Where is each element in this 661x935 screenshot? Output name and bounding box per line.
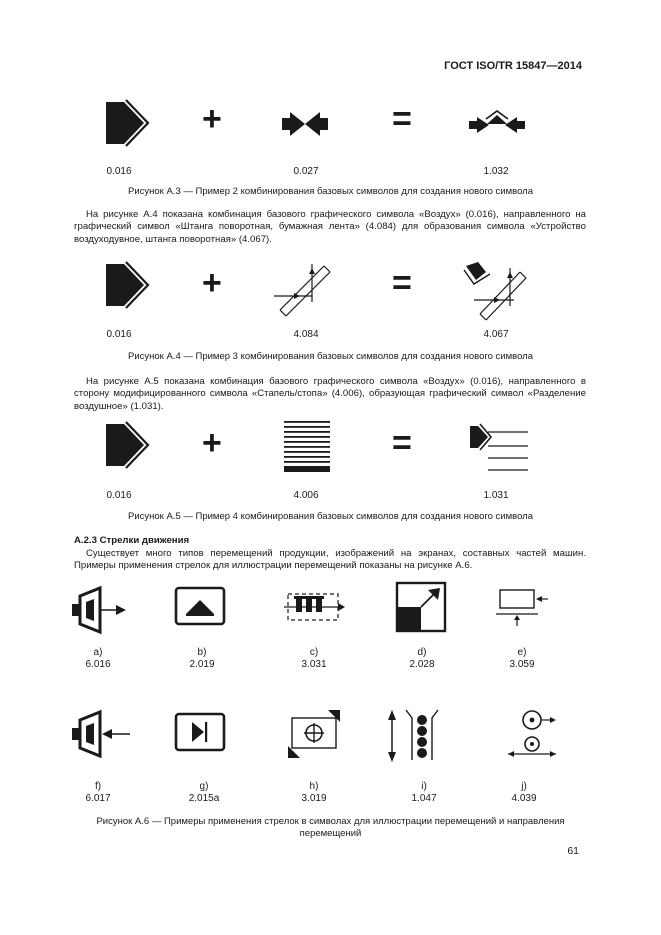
screen-up-arrow-icon [172, 584, 228, 630]
figure-caption: Рисунок А.6 — Примеры применения стрелок в символах для иллюстрации перемещений и направления [96, 816, 565, 827]
figure-item-letter: a) [93, 647, 103, 658]
vertical-feed-icon [382, 706, 446, 766]
figure-item-code: 6.016 [85, 659, 111, 670]
figure-item-letter: h) [309, 781, 319, 792]
pivot-bar-paper-web-icon [272, 258, 336, 320]
plus-sign: + [202, 100, 222, 138]
symbol-code: 0.027 [293, 166, 319, 177]
air-separation-icon [466, 418, 532, 474]
combined-symbol-icon [467, 110, 527, 138]
figure-item-code: 1.047 [411, 793, 437, 804]
figure-item-code: 2.019 [189, 659, 215, 670]
screen-right-arrow-icon [172, 710, 228, 756]
push-out-arrow-icon [70, 582, 130, 638]
figure-item-letter: f) [94, 781, 102, 792]
symbol-code: 0.016 [106, 490, 132, 501]
equals-sign: = [392, 424, 412, 462]
figure-item-code: 6.017 [85, 793, 111, 804]
paragraph [74, 376, 586, 413]
figure-item-code: 2.015a [188, 793, 220, 804]
figure-item-letter: d) [417, 647, 427, 658]
pull-in-arrow-icon [70, 706, 132, 762]
symbol-code: 0.016 [106, 166, 132, 177]
figure-item-letter: j) [521, 781, 527, 792]
figure-item-letter: b) [197, 647, 207, 658]
figure-item-code: 3.019 [301, 793, 327, 804]
symbol-code: 4.067 [483, 329, 509, 340]
figure-caption: Рисунок А.5 — Пример 4 комбинирования базовых символов для создания нового символа [128, 511, 533, 522]
page-number: 61 [567, 845, 579, 857]
air-symbol-icon [98, 258, 154, 312]
figure-item-letter: i) [421, 781, 427, 792]
figure-caption: Рисунок А.3 — Пример 2 комбинирования базовых символов для создания нового символа [128, 186, 533, 197]
equals-sign: = [392, 264, 412, 302]
figure-caption: Рисунок А.4 — Пример 3 комбинирования базовых символов для создания нового символа [128, 351, 533, 362]
plus-sign: + [202, 424, 222, 462]
symbol-code: 1.032 [483, 166, 509, 177]
symbol-code: 1.031 [483, 490, 509, 501]
figure-item-code: 2.028 [409, 659, 435, 670]
paragraph [74, 548, 586, 573]
paragraph-text: На рисунке А.4 показана комбинация базового графического символа «Воздух» (0.016), направленного на графический символ «Штанга поворотная, бумажная лента» (4.084) для образования символа «Устройство воздуходувное, штанга поворотная» (4.067). [74, 209, 586, 245]
paragraph [74, 209, 586, 246]
figure-item-code: 4.039 [511, 793, 537, 804]
paragraph-text: На рисунке А.5 показана комбинация базового графического символа «Воздух» (0.016), направленного в сторону модифицированного символа «Стапель/стопа» (4.006), образующая графический символ «Разделение воздушное» (1.031). [74, 376, 586, 412]
figure-item-code: 3.059 [509, 659, 535, 670]
section-heading: А.2.3 Стрелки движения [74, 535, 190, 546]
sheet-position-icon [494, 586, 550, 628]
roll-unwind-icon [504, 706, 560, 764]
equals-sign: = [392, 100, 412, 138]
bowtie-symbol-icon [280, 108, 330, 140]
figure-caption-continued: перемещений [299, 828, 362, 839]
diagonal-arrow-box-icon [394, 580, 448, 634]
paragraph-text: Существует много типов перемещений продукции, изображений на экранах, составных частей машин. Примеры применения стрелок для иллюстрации перемещений показаны на рисунке А.6. [74, 548, 586, 572]
conveyor-transfer-icon [282, 586, 346, 630]
document-header: ГОСТ ISO/TR 15847—2014 [444, 60, 582, 72]
air-symbol-icon [98, 96, 154, 150]
symbol-code: 4.006 [293, 490, 319, 501]
figure-item-letter: c) [309, 647, 319, 658]
figure-item-letter: e) [517, 647, 527, 658]
figure-item-letter: g) [199, 781, 209, 792]
air-symbol-icon [98, 418, 154, 472]
plus-sign: + [202, 264, 222, 302]
stack-symbol-icon [282, 418, 332, 474]
target-register-icon [284, 706, 344, 762]
symbol-code: 0.016 [106, 329, 132, 340]
symbol-code: 4.084 [293, 329, 319, 340]
blower-pivot-bar-icon [462, 258, 534, 322]
figure-item-code: 3.031 [301, 659, 327, 670]
